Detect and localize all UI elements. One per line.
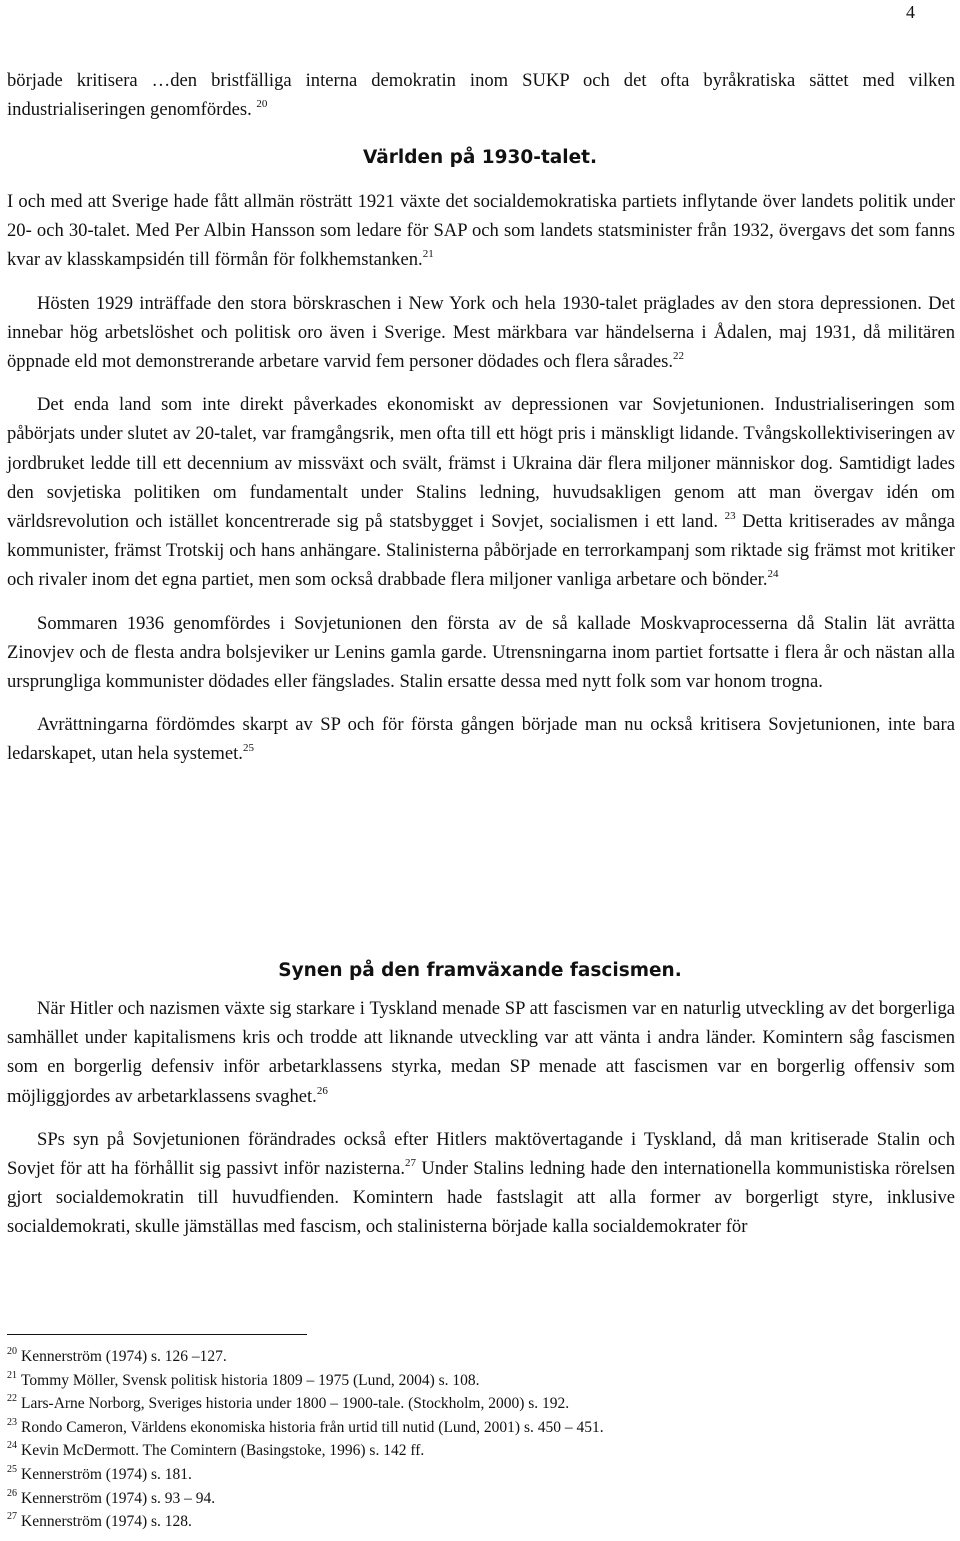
footnotes: [7, 1345, 955, 1534]
footnote: $^{22}$ Lars-Arne Norborg, Sveriges historia under 1800 – 1900-tale. (Stockholm, 2000) s. 192.: [7, 1393, 570, 1413]
footnote: $^{21}$ Tommy Möller, Svensk politisk historia 1809 – 1975 (Lund, 2004) s. 108.: [7, 1369, 480, 1389]
footnote-ref: 27: [405, 1157, 417, 1170]
footnote-divider: [7, 1334, 307, 1335]
intro-block: [7, 66, 955, 124]
section-heading-fascism: Synen på den framväxande fascismen.: [278, 960, 682, 981]
footnote: $^{20}$ Kennerström (1974) s. 126 –127.: [7, 1346, 227, 1365]
footnote-ref: 21: [422, 248, 434, 261]
section1-body: [7, 187, 955, 769]
footnote: $^{24}$ Kevin McDermott. The Comintern (Basingstoke, 1996) s. 142 ff.: [7, 1440, 425, 1460]
section-heading-1930s: Världen på 1930-talet.: [362, 147, 598, 168]
footnote: $^{27}$ Kennerström (1974) s. 128.: [7, 1511, 192, 1531]
footnote-ref: 24: [767, 568, 779, 581]
footnote-ref: 22: [673, 350, 684, 363]
paragraph: I och med att Sverige hade fått allmän rösträtt 1921 växte det socialdemokratiska partiets inflytande över landets politik under 20- och 30-talet. Med Per Albin Hansson som ledare för SAP och som landets statsminister från 1932, övergavs det som fanns kvar av klasskampsidén till förmån för folkhemstanken.$^{21}$: [7, 191, 955, 271]
footnote-ref: 23: [724, 510, 736, 523]
footnote: $^{25}$ Kennerström (1974) s. 181.: [7, 1463, 192, 1483]
paragraph: Sommaren 1936 genomfördes i Sovjetunionen den första av de så kallade Moskvaprocesserna då Stalin lät avrätta Zinovjev och de flesta andra bolsjeviker ur Lenins gamla garde. Utrensningarna inom partiet fortsatte i flera år och nästan alla ursprungliga kommunister dödades eller fängslades. Stalin ersatte dessa med nytt folk som var honom trogna.: [7, 612, 955, 693]
paragraph: Avrättningarna fördömdes skarpt av SP och för första gången började man nu också kritisera Sovjetunionen, inte bara ledarskapet, utan hela systemet.$^{25}$: [7, 714, 955, 765]
footnote: $^{23}$ Rondo Cameron, Världens ekonomiska historia från urtid till nutid (Lund, 2001) s. 450 – 451.: [7, 1416, 604, 1436]
footnote-ref: 26: [316, 1084, 328, 1097]
paragraph: När Hitler och nazismen växte sig starkare i Tyskland menade SP att fascismen var en naturlig utveckling av det borgerliga samhället under kapitalismens kris och trodde att liknande utveckling var att vänta i andra länder. Komintern såg fascismen som en borgerlig defensiv inför arbetarklassens styrka, medan SP menade att fascismen var en borgerlig offensiv som möjliggjordes av arbetarklassens svaghet.$^{26}$: [7, 998, 955, 1107]
footnote: $^{26}$ Kennerström (1974) s. 93 – 94.: [7, 1487, 216, 1507]
paragraph: Hösten 1929 inträffade den stora börskraschen i New York och hela 1930-talet präglades av den stora depressionen. Det innebar hög arbetslöshet och politisk oro även i Sverige. Mest märkbara var händelserna i Ådalen, maj 1931, då militären öppnade eld mot demonstrerande arbetare varvid fem personer dödades och flera sårades.$^{22}$: [7, 292, 955, 373]
section2-body: [7, 994, 955, 1242]
footnote-ref: 25: [242, 742, 254, 755]
paragraph: Det enda land som inte direkt påverkades ekonomiskt av depressionen var Sovjetunionen. Industrialiseringen som påbörjats under slutet av 20-talet, var framgångsrik, men ofta till ett högt pris i mänskligt lidande. Tvångskollektiviseringen av jordbruket ledde till ett decennium av missväxt och svält, främst i Ukraina där flera miljoner människor dog. Samtidigt lades den sovjetiska politiken om fundamentalt under Stalins ledning, huvudsakligen genom att man övergav idén om världsrevolution och istället koncentrerade sig på statsbygget i Sovjet, socialismen i ett land. $^{23}$ Detta kritiserades av många kommunister, främst Trotskij och hans anhängare. Stalinisterna påbörjade en terrorkampanj som riktade sig främst mot kritiker och rivaler inom det egna partiet, men som också drabbade flera miljoner vanliga arbetare och bönder.$^{24}$: [7, 394, 955, 591]
paragraph: SPs syn på Sovjetunionen förändrades också efter Hitlers maktövertagande i Tyskland, då man kritiserade Stalin och Sovjet för att ha förhållit sig passivt inför nazisterna.$^{27}$ Under Stalins ledning hade den internationella kommunistiska rörelsen gjort socialdemokratin till huvudfienden. Komintern hade fastslagit att alla former av borgerligt styre, inklusive socialdemokrati, skulle jämställas med fascism, och stalinisterna började kalla socialdemokrater för: [7, 1128, 956, 1238]
footnote-ref: 20: [256, 98, 268, 111]
page-number: 4: [906, 2, 915, 22]
intro-paragraph: började kritisera …den bristfälliga interna demokratin inom SUKP och det ofta byråkratiska sättet med vilken industrialiseringen genomfördes. $^{20}$: [7, 70, 955, 121]
